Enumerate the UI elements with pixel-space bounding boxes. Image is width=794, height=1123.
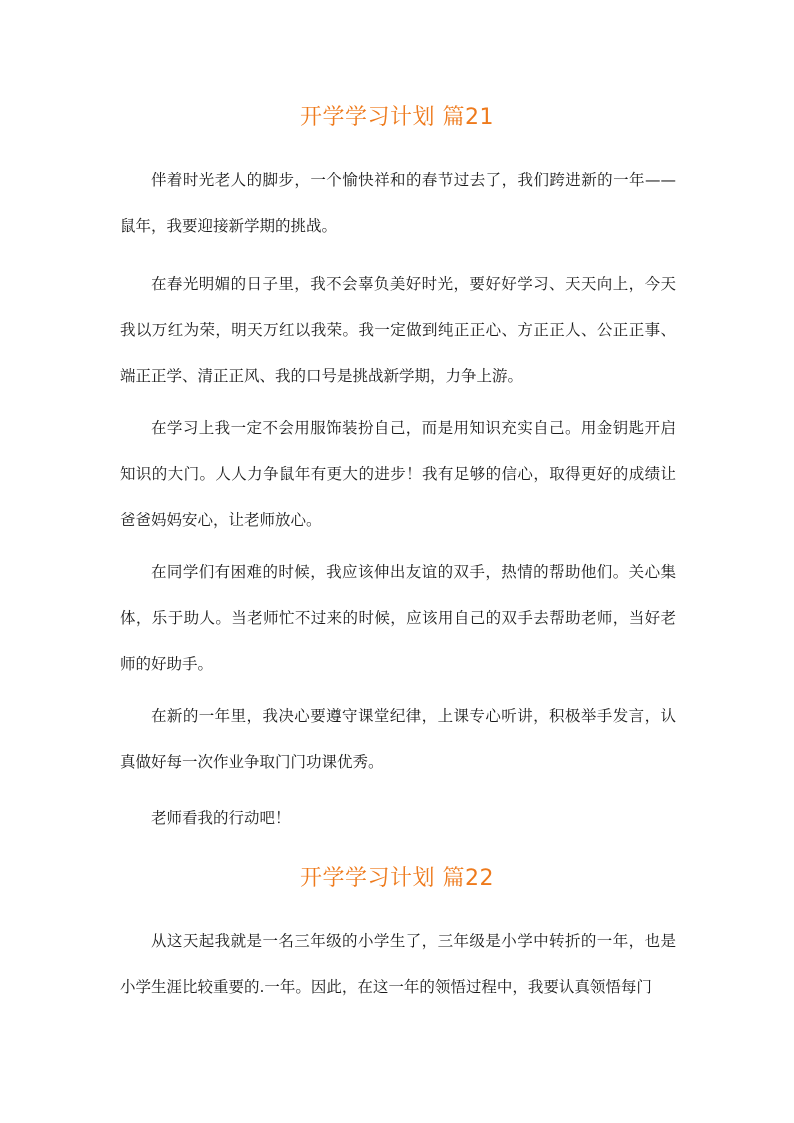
paragraph: 在学习上我一定不会用服饰装扮自己，而是用知识充实自己。用金钥匙开启知识的大门。人人力争鼠年有更大的进步！我有足够的信心，取得更好的成绩让爸爸妈妈安心，让老师放心。 xyxy=(120,419,676,529)
paragraph: 在同学们有困难的时候，我应该伸出友谊的双手，热情的帮助他们。关心集体，乐于助人。当老师忙不过来的时候，应该用自己的双手去帮助老师，当好老师的好助手。 xyxy=(120,563,676,673)
paragraph: 在春光明媚的日子里，我不会辜负美好时光，要好好学习、天天向上，今天我以万红为荣，明天万红以我荣。我一定做到纯正正心、方正正人、公正正事、端正正学、清正正风、我的口号是挑战新学期，力争上游。 xyxy=(120,275,676,385)
section-title-21: 开学学习计划 篇21 xyxy=(300,105,494,130)
paragraph: 在新的一年里，我决心要遵守课堂纪律，上课专心听讲，积极举手发言，认真做好每一次作业争取门门功课优秀。 xyxy=(120,707,676,771)
paragraph: 老师看我的行动吧！ xyxy=(151,809,291,827)
section-title-22: 开学学习计划 篇22 xyxy=(300,866,494,891)
paragraph: 伴着时光老人的脚步，一个愉快祥和的春节过去了，我们跨进新的一年——鼠年，我要迎接新学期的挑战。 xyxy=(120,171,676,235)
paragraph: 从这天起我就是一名三年级的小学生了，三年级是小学中转折的一年，也是小学生涯比较重要的.一年。因此，在这一年的领悟过程中，我要认真领悟每门 xyxy=(120,932,676,996)
